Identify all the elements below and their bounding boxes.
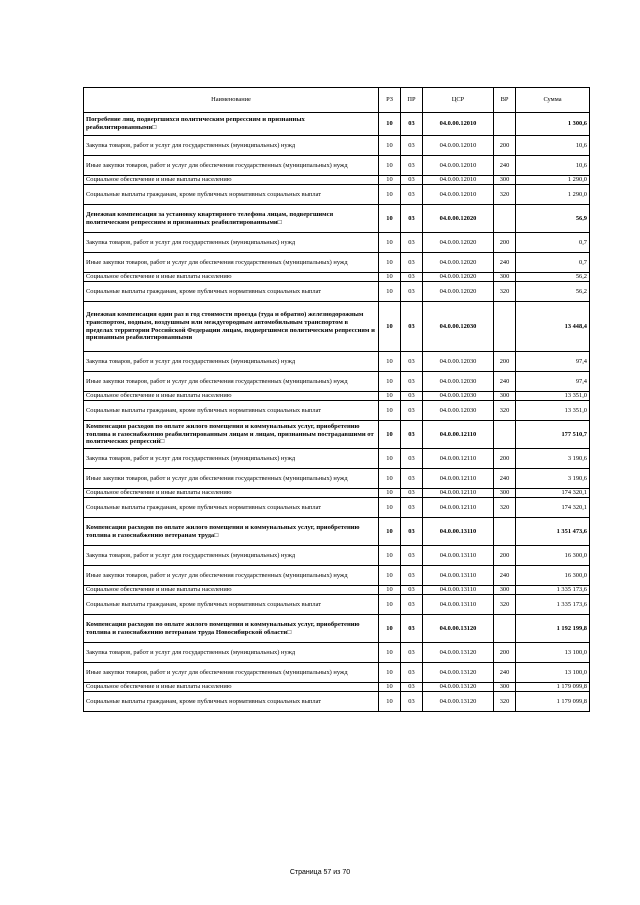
cell-csr: 04.0.00.12110 — [423, 498, 494, 518]
cell-csr: 04.0.00.12020 — [423, 282, 494, 302]
cell-vr — [494, 421, 516, 449]
table-row — [84, 683, 590, 692]
cell-sum: 1 290,0 — [516, 176, 590, 185]
cell-rz: 10 — [379, 449, 401, 469]
cell-csr: 04.0.00.13120 — [423, 663, 494, 683]
cell-pr: 03 — [401, 586, 423, 595]
cell-pr: 03 — [401, 273, 423, 282]
header-sum: Сумма — [516, 88, 590, 113]
cell-vr: 200 — [494, 643, 516, 663]
cell-vr: 300 — [494, 683, 516, 692]
table-row — [84, 185, 590, 205]
header-vr: ВР — [494, 88, 516, 113]
cell-sum: 3 190,6 — [516, 469, 590, 489]
cell-vr: 240 — [494, 469, 516, 489]
page-number: Страница 57 из 70 — [289, 869, 351, 876]
cell-name: Денежная компенсация за установку квартирного телефона лицам, подвергшимся политическим репрессиям и признанных реабилитированными□ — [84, 205, 379, 233]
cell-name: Компенсация расходов по оплате жилого помещения и коммунальных услуг, приобретению топлива и газоснабжению ветеранам труда□ — [84, 518, 379, 546]
cell-pr: 03 — [401, 113, 423, 136]
cell-vr: 320 — [494, 401, 516, 421]
cell-vr — [494, 615, 516, 643]
cell-name: Погребение лиц, подвергшихся политическим репрессиям и признанных реабилитированными□ — [84, 113, 379, 136]
cell-vr: 200 — [494, 233, 516, 253]
cell-pr: 03 — [401, 683, 423, 692]
cell-csr: 04.0.00.13120 — [423, 643, 494, 663]
cell-vr: 320 — [494, 282, 516, 302]
table-row — [84, 498, 590, 518]
cell-sum: 13 351,0 — [516, 401, 590, 421]
cell-csr: 04.0.00.13110 — [423, 566, 494, 586]
table-row — [84, 282, 590, 302]
cell-pr: 03 — [401, 421, 423, 449]
cell-pr: 03 — [401, 282, 423, 302]
table-row — [84, 449, 590, 469]
cell-pr: 03 — [401, 253, 423, 273]
cell-vr: 300 — [494, 273, 516, 282]
cell-csr: 04.0.00.12010 — [423, 185, 494, 205]
cell-sum: 13 448,4 — [516, 302, 590, 352]
cell-sum: 1 351 473,6 — [516, 518, 590, 546]
cell-name: Социальное обеспечение и иные выплаты населению — [84, 392, 379, 401]
cell-name: Закупка товаров, работ и услуг для государственных (муниципальных) нужд — [84, 546, 379, 566]
cell-name: Закупка товаров, работ и услуг для государственных (муниципальных) нужд — [84, 352, 379, 372]
cell-vr: 320 — [494, 595, 516, 615]
cell-sum: 0,7 — [516, 253, 590, 273]
cell-csr: 04.0.00.12030 — [423, 392, 494, 401]
table-header-row — [84, 88, 590, 113]
cell-sum: 97,4 — [516, 352, 590, 372]
cell-csr: 04.0.00.13110 — [423, 586, 494, 595]
header-rz: РЗ — [379, 88, 401, 113]
cell-name: Социальные выплаты гражданам, кроме публичных нормативных социальных выплат — [84, 401, 379, 421]
table-row — [84, 595, 590, 615]
cell-rz: 10 — [379, 273, 401, 282]
cell-name: Денежная компенсация один раз в год стоимости проезда (туда и обратно) железнодорожным транспортом, водным, воздушным или междугородным автомобильным транспортом в пределах территории Российской Федерации лицам, подвергшимся политическим репрессиям и признанным реабилитированными — [84, 302, 379, 352]
cell-pr: 03 — [401, 401, 423, 421]
cell-sum: 56,2 — [516, 273, 590, 282]
cell-name: Иные закупки товаров, работ и услуг для обеспечения государственных (муниципальных) нужд — [84, 663, 379, 683]
table-row — [84, 372, 590, 392]
table-row — [84, 546, 590, 566]
table-row-section — [84, 205, 590, 233]
table-row — [84, 401, 590, 421]
cell-name: Социальные выплаты гражданам, кроме публичных нормативных социальных выплат — [84, 692, 379, 712]
cell-vr: 300 — [494, 176, 516, 185]
cell-name: Компенсация расходов по оплате жилого помещения и коммунальных услуг, приобретению топлива и газоснабжению ветеранам труда Новосибирской области□ — [84, 615, 379, 643]
cell-rz: 10 — [379, 185, 401, 205]
cell-csr: 04.0.00.12030 — [423, 372, 494, 392]
cell-sum: 10,6 — [516, 156, 590, 176]
cell-vr: 240 — [494, 566, 516, 586]
cell-vr: 320 — [494, 692, 516, 712]
cell-pr: 03 — [401, 205, 423, 233]
cell-pr: 03 — [401, 663, 423, 683]
cell-name: Социальное обеспечение и иные выплаты населению — [84, 683, 379, 692]
cell-rz: 10 — [379, 233, 401, 253]
cell-rz: 10 — [379, 401, 401, 421]
cell-sum: 177 510,7 — [516, 421, 590, 449]
cell-csr: 04.0.00.12020 — [423, 273, 494, 282]
cell-rz: 10 — [379, 469, 401, 489]
cell-vr: 200 — [494, 546, 516, 566]
cell-rz: 10 — [379, 595, 401, 615]
cell-rz: 10 — [379, 176, 401, 185]
cell-sum: 1 290,0 — [516, 185, 590, 205]
cell-pr: 03 — [401, 176, 423, 185]
cell-vr: 200 — [494, 136, 516, 156]
cell-sum: 1 179 099,8 — [516, 683, 590, 692]
cell-rz: 10 — [379, 663, 401, 683]
cell-vr: 300 — [494, 392, 516, 401]
table-row — [84, 566, 590, 586]
table-row — [84, 136, 590, 156]
cell-vr: 320 — [494, 185, 516, 205]
cell-pr: 03 — [401, 615, 423, 643]
cell-sum: 16 300,0 — [516, 546, 590, 566]
header-csr: ЦСР — [423, 88, 494, 113]
cell-vr — [494, 205, 516, 233]
cell-sum: 13 100,0 — [516, 643, 590, 663]
cell-csr: 04.0.00.12010 — [423, 176, 494, 185]
cell-rz: 10 — [379, 302, 401, 352]
cell-pr: 03 — [401, 302, 423, 352]
cell-rz: 10 — [379, 282, 401, 302]
cell-rz: 10 — [379, 352, 401, 372]
cell-rz: 10 — [379, 518, 401, 546]
table-row-section — [84, 518, 590, 546]
table-row — [84, 156, 590, 176]
cell-pr: 03 — [401, 185, 423, 205]
cell-vr — [494, 113, 516, 136]
cell-vr — [494, 302, 516, 352]
cell-sum: 1 300,6 — [516, 113, 590, 136]
cell-sum: 3 190,6 — [516, 449, 590, 469]
table-row-section — [84, 615, 590, 643]
table-row — [84, 233, 590, 253]
cell-csr: 04.0.00.12110 — [423, 469, 494, 489]
cell-pr: 03 — [401, 469, 423, 489]
table-row — [84, 469, 590, 489]
table-row — [84, 392, 590, 401]
cell-pr: 03 — [401, 449, 423, 469]
cell-rz: 10 — [379, 136, 401, 156]
cell-name: Компенсация расходов по оплате жилого помещения и коммунальных услуг, приобретению топлива и газоснабжению реабилитированным лицам и лицам, признанным пострадавшими от политических репрессий□ — [84, 421, 379, 449]
cell-sum: 13 351,0 — [516, 392, 590, 401]
cell-name: Иные закупки товаров, работ и услуг для обеспечения государственных (муниципальных) нужд — [84, 469, 379, 489]
header-name: Наименование — [84, 88, 379, 113]
cell-name: Иные закупки товаров, работ и услуг для обеспечения государственных (муниципальных) нужд — [84, 156, 379, 176]
header-pr: ПР — [401, 88, 423, 113]
cell-name: Иные закупки товаров, работ и услуг для обеспечения государственных (муниципальных) нужд — [84, 372, 379, 392]
cell-vr: 300 — [494, 489, 516, 498]
cell-csr: 04.0.00.12110 — [423, 489, 494, 498]
cell-csr: 04.0.00.12030 — [423, 302, 494, 352]
cell-rz: 10 — [379, 615, 401, 643]
cell-csr: 04.0.00.13120 — [423, 692, 494, 712]
cell-csr: 04.0.00.12030 — [423, 401, 494, 421]
cell-csr: 04.0.00.13120 — [423, 615, 494, 643]
cell-vr: 200 — [494, 449, 516, 469]
cell-pr: 03 — [401, 136, 423, 156]
table-row — [84, 586, 590, 595]
cell-sum: 56,9 — [516, 205, 590, 233]
cell-pr: 03 — [401, 156, 423, 176]
cell-name: Иные закупки товаров, работ и услуг для обеспечения государственных (муниципальных) нужд — [84, 566, 379, 586]
cell-rz: 10 — [379, 421, 401, 449]
cell-sum: 13 100,0 — [516, 663, 590, 683]
cell-rz: 10 — [379, 156, 401, 176]
cell-sum: 174 320,1 — [516, 498, 590, 518]
table-row — [84, 352, 590, 372]
cell-rz: 10 — [379, 692, 401, 712]
cell-pr: 03 — [401, 595, 423, 615]
cell-pr: 03 — [401, 643, 423, 663]
cell-name: Социальные выплаты гражданам, кроме публичных нормативных социальных выплат — [84, 595, 379, 615]
cell-name: Социальные выплаты гражданам, кроме публичных нормативных социальных выплат — [84, 185, 379, 205]
cell-name: Социальное обеспечение и иные выплаты населению — [84, 273, 379, 282]
cell-name: Социальное обеспечение и иные выплаты населению — [84, 489, 379, 498]
cell-vr — [494, 518, 516, 546]
cell-sum: 56,2 — [516, 282, 590, 302]
cell-csr: 04.0.00.12010 — [423, 113, 494, 136]
cell-rz: 10 — [379, 498, 401, 518]
cell-sum: 1 335 173,6 — [516, 595, 590, 615]
cell-rz: 10 — [379, 643, 401, 663]
cell-csr: 04.0.00.12020 — [423, 233, 494, 253]
cell-csr: 04.0.00.12020 — [423, 253, 494, 273]
table-row — [84, 663, 590, 683]
cell-rz: 10 — [379, 546, 401, 566]
cell-vr: 240 — [494, 156, 516, 176]
cell-pr: 03 — [401, 392, 423, 401]
cell-rz: 10 — [379, 392, 401, 401]
cell-csr: 04.0.00.13120 — [423, 683, 494, 692]
cell-vr: 200 — [494, 352, 516, 372]
cell-name: Социальные выплаты гражданам, кроме публичных нормативных социальных выплат — [84, 498, 379, 518]
cell-csr: 04.0.00.12110 — [423, 421, 494, 449]
cell-pr: 03 — [401, 233, 423, 253]
cell-rz: 10 — [379, 253, 401, 273]
cell-name: Социальные выплаты гражданам, кроме публичных нормативных социальных выплат — [84, 282, 379, 302]
cell-rz: 10 — [379, 586, 401, 595]
cell-vr: 300 — [494, 586, 516, 595]
cell-sum: 174 320,1 — [516, 489, 590, 498]
table-row-section — [84, 113, 590, 136]
cell-pr: 03 — [401, 546, 423, 566]
cell-name: Закупка товаров, работ и услуг для государственных (муниципальных) нужд — [84, 643, 379, 663]
cell-csr: 04.0.00.12010 — [423, 136, 494, 156]
cell-name: Иные закупки товаров, работ и услуг для обеспечения государственных (муниципальных) нужд — [84, 253, 379, 273]
cell-name: Закупка товаров, работ и услуг для государственных (муниципальных) нужд — [84, 449, 379, 469]
cell-sum: 1 335 173,6 — [516, 586, 590, 595]
cell-csr: 04.0.00.13110 — [423, 595, 494, 615]
budget-table — [83, 87, 590, 712]
cell-csr: 04.0.00.12110 — [423, 449, 494, 469]
cell-csr: 04.0.00.12010 — [423, 156, 494, 176]
cell-csr: 04.0.00.13110 — [423, 546, 494, 566]
cell-csr: 04.0.00.12020 — [423, 205, 494, 233]
cell-rz: 10 — [379, 205, 401, 233]
cell-pr: 03 — [401, 692, 423, 712]
cell-rz: 10 — [379, 372, 401, 392]
cell-name: Социальное обеспечение и иные выплаты населению — [84, 176, 379, 185]
cell-csr: 04.0.00.13110 — [423, 518, 494, 546]
table-row — [84, 273, 590, 282]
table-row-section — [84, 302, 590, 352]
cell-rz: 10 — [379, 566, 401, 586]
cell-pr: 03 — [401, 372, 423, 392]
cell-pr: 03 — [401, 489, 423, 498]
table-row — [84, 489, 590, 498]
table-row — [84, 253, 590, 273]
table-row-section — [84, 421, 590, 449]
cell-sum: 1 179 099,8 — [516, 692, 590, 712]
cell-sum: 97,4 — [516, 372, 590, 392]
cell-pr: 03 — [401, 518, 423, 546]
table-row — [84, 692, 590, 712]
cell-sum: 16 300,0 — [516, 566, 590, 586]
cell-sum: 0,7 — [516, 233, 590, 253]
cell-rz: 10 — [379, 113, 401, 136]
cell-rz: 10 — [379, 683, 401, 692]
cell-sum: 1 192 199,8 — [516, 615, 590, 643]
table-body — [84, 113, 590, 712]
cell-name: Закупка товаров, работ и услуг для государственных (муниципальных) нужд — [84, 233, 379, 253]
cell-rz: 10 — [379, 489, 401, 498]
cell-csr: 04.0.00.12030 — [423, 352, 494, 372]
cell-vr: 240 — [494, 372, 516, 392]
table-row — [84, 176, 590, 185]
cell-pr: 03 — [401, 566, 423, 586]
cell-name: Социальное обеспечение и иные выплаты населению — [84, 586, 379, 595]
cell-pr: 03 — [401, 352, 423, 372]
cell-name: Закупка товаров, работ и услуг для государственных (муниципальных) нужд — [84, 136, 379, 156]
cell-vr: 240 — [494, 663, 516, 683]
cell-vr: 240 — [494, 253, 516, 273]
table-row — [84, 643, 590, 663]
cell-sum: 10,6 — [516, 136, 590, 156]
cell-pr: 03 — [401, 498, 423, 518]
cell-vr: 320 — [494, 498, 516, 518]
